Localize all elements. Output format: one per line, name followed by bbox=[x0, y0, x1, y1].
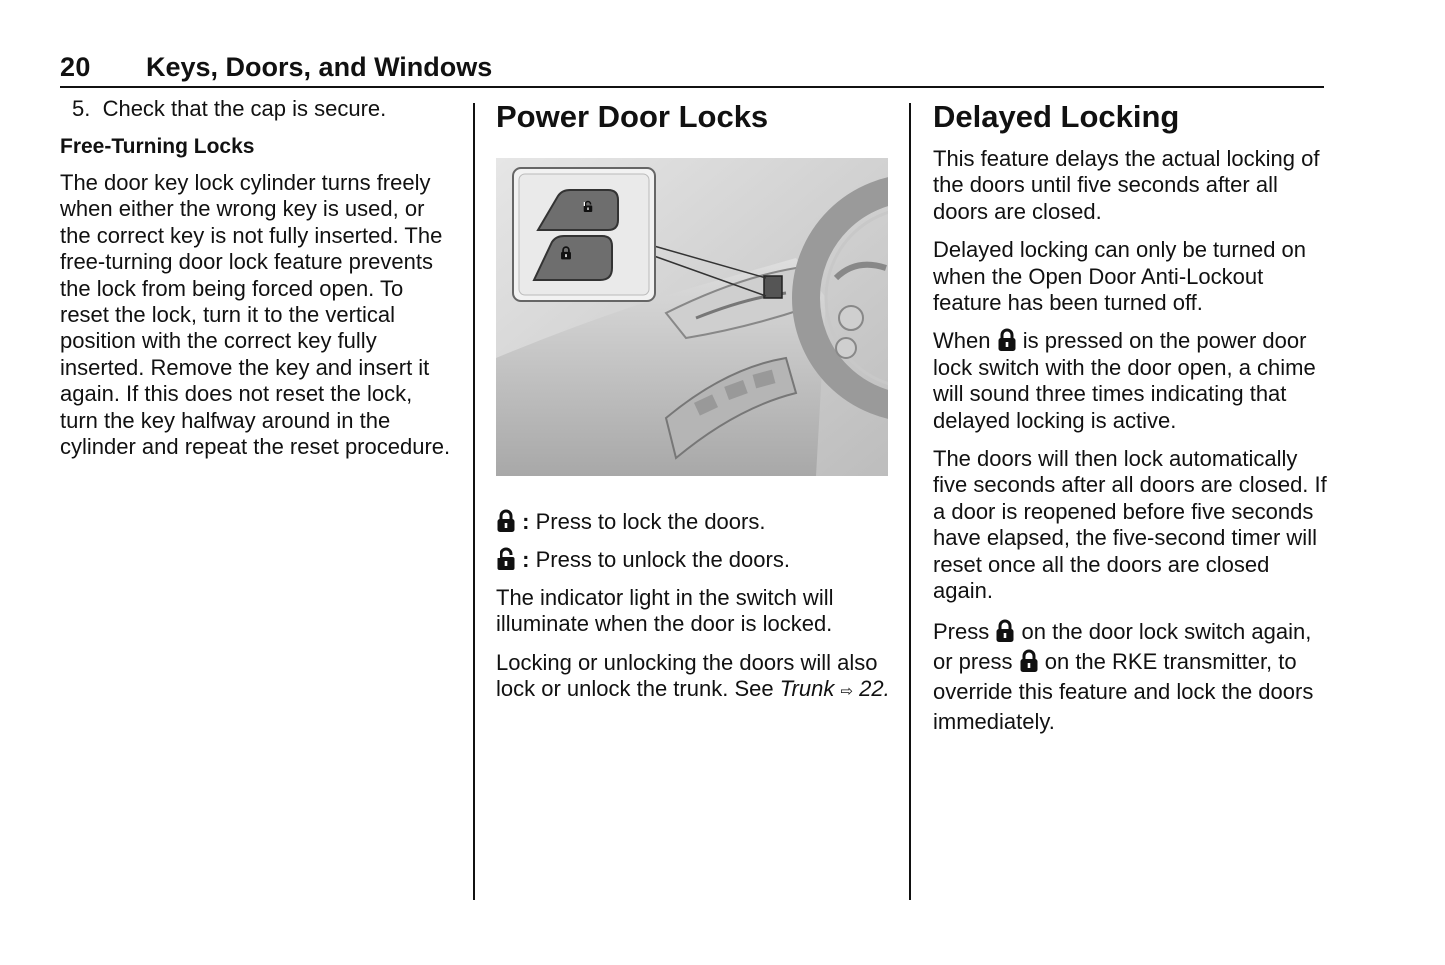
lock-instruction: : Press to lock the doors. bbox=[496, 509, 891, 535]
column-divider-2 bbox=[909, 103, 911, 900]
section-title: Keys, Doors, and Windows bbox=[146, 52, 493, 82]
lock-icon bbox=[995, 619, 1015, 643]
page-header bbox=[60, 52, 1324, 88]
column-1 bbox=[60, 96, 455, 472]
trunk-paragraph: Locking or unlocking the doors will also lock or unlock the trunk. See Trunk ⇨ 22. bbox=[496, 649, 890, 702]
column-divider-1 bbox=[473, 103, 475, 900]
page-number: 20 bbox=[60, 52, 91, 82]
delayed-paragraph-4: The doors will then lock automatically five seconds after all doors are closed. If a door is reopened before five seconds have elapsed, the five-second timer will reset once all the doors are closed again. bbox=[933, 446, 1327, 604]
delayed-paragraph-2: Delayed locking can only be turned on when the Open Door Anti-Lockout feature has been turned off. bbox=[933, 237, 1307, 316]
subheading-free-turning-locks: Free-Turning Locks bbox=[60, 135, 255, 158]
indicator-paragraph: The indicator light in the switch will illuminate when the door is locked. bbox=[496, 585, 834, 637]
trunk-link[interactable]: Trunk bbox=[779, 676, 835, 702]
column-2 bbox=[496, 96, 891, 718]
free-turning-paragraph: The door key lock cylinder turns freely when either the wrong key is used, or the correct key is not fully inserted. The free-turning door lock feature prevents the lock from being forced open. To reset the lock, turn it to the vertical position with the correct key fully inserted. Remove the key and insert it again. If this does not reset the lock, turn the key halfway around in the cylinder and repeat the reset procedure. bbox=[60, 170, 451, 460]
unlock-text: Press to unlock the doors. bbox=[535, 547, 790, 572]
lock-text: Press to lock the doors. bbox=[535, 509, 766, 534]
rke-lock-icon bbox=[1019, 649, 1039, 673]
lock-icon bbox=[997, 328, 1017, 352]
list-item: 5. Check that the cap is secure. bbox=[72, 96, 387, 121]
delayed-paragraph-3: When is pressed on the power door lock switch with the door open, a chime will sound three times indicating that delayed locking is active. bbox=[933, 328, 1316, 433]
unlock-instruction: : Press to unlock the doors. bbox=[496, 547, 891, 573]
delayed-paragraph-5: Press on the door lock switch again, or press on the RKE transmitter, to override this feature and lock the doors immediately. bbox=[933, 618, 1314, 734]
unlock-icon bbox=[496, 547, 516, 571]
arrow-icon: ⇨ bbox=[840, 683, 854, 701]
heading-delayed-locking: Delayed Locking bbox=[933, 99, 1180, 134]
trunk-page-ref[interactable]: 22. bbox=[859, 676, 890, 702]
column-3 bbox=[933, 96, 1328, 749]
heading-power-door-locks: Power Door Locks bbox=[496, 99, 769, 134]
delayed-paragraph-1: This feature delays the actual locking of the doors until five seconds after all doors are closed. bbox=[933, 146, 1320, 224]
lock-icon bbox=[496, 509, 516, 533]
door-switch-illustration bbox=[496, 158, 888, 476]
